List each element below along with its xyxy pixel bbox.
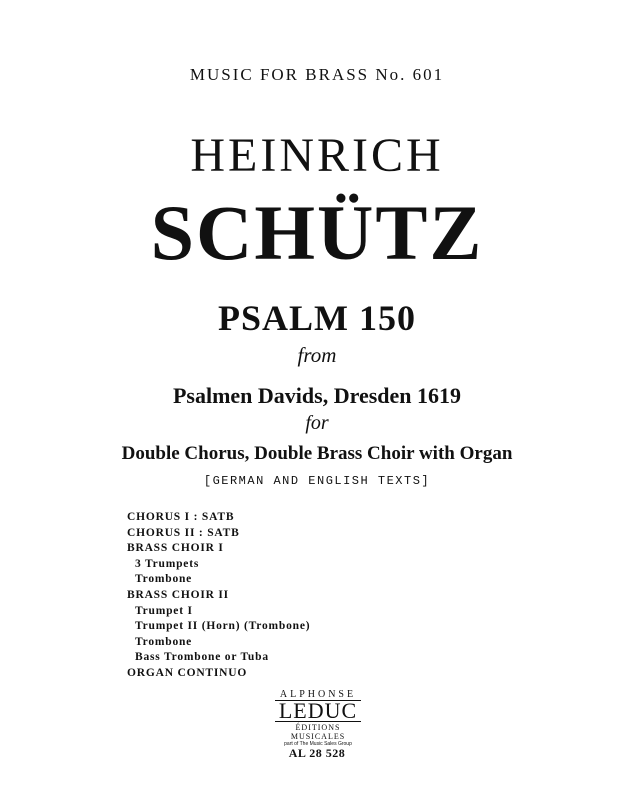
source-collection: Psalmen Davids, Dresden 1619 <box>172 383 462 408</box>
instrumentation-item: Bass Trombone or Tuba <box>135 651 269 664</box>
publisher-name: LEDUC <box>275 700 361 722</box>
publisher-top-line: ALPHONSE <box>279 689 357 700</box>
texts-note: [GERMAN AND ENGLISH TEXTS] <box>203 474 431 488</box>
catalog-number: AL 28 528 <box>288 746 346 760</box>
instrumentation-item: Trumpet II (Horn) (Trombone) <box>135 620 311 633</box>
for-word: for <box>305 412 329 434</box>
instrumentation-item: CHORUS I : SATB <box>127 511 235 523</box>
instrumentation-item: Trombone <box>135 573 193 586</box>
instrumentation-list <box>127 510 310 682</box>
composer-last-name: SCHÜTZ <box>150 189 484 276</box>
from-word: from <box>297 343 337 367</box>
instrumentation-item: Trombone <box>135 635 193 648</box>
publisher-logo <box>270 689 366 747</box>
instrumentation-item: 3 Trumpets <box>135 557 200 570</box>
scoring-line: Double Chorus, Double Brass Choir with Organ <box>121 443 513 464</box>
instrumentation-item: BRASS CHOIR I <box>127 542 224 555</box>
publisher-subtitle: ÉDITIONS MUSICALES <box>290 723 346 741</box>
series-title: MUSIC FOR BRASS No. 601 <box>189 65 445 84</box>
instrumentation-item: Trumpet I <box>135 604 193 617</box>
instrumentation-item: CHORUS II : SATB <box>127 526 240 539</box>
composer-first-name: HEINRICH <box>190 129 444 182</box>
instrumentation-item: BRASS CHOIR II <box>127 588 229 601</box>
instrumentation-item: ORGAN CONTINUO <box>127 666 248 679</box>
work-title: PSALM 150 <box>218 298 416 338</box>
publisher-group-note: part of The Music Sales Group <box>284 741 352 747</box>
